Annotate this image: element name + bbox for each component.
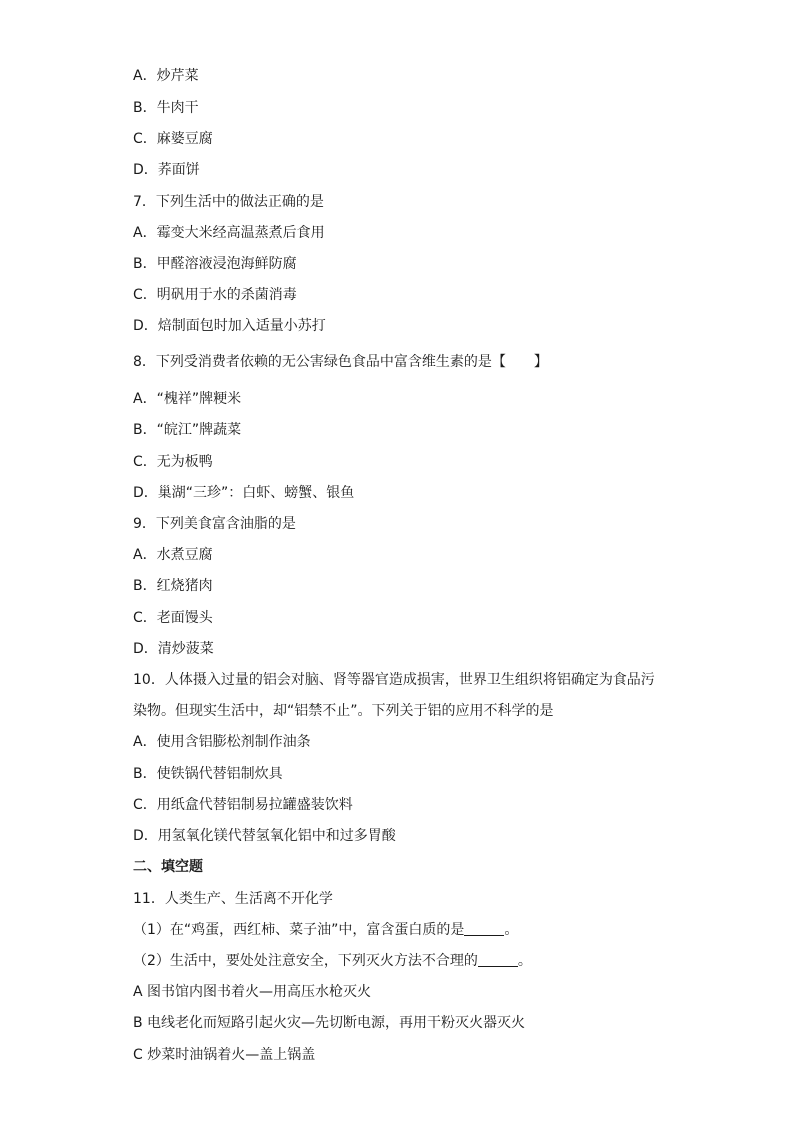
- q7-option-a: A．霉变大米经高温蒸煮后食用: [133, 225, 325, 241]
- q7-option-b: B．甲醛溶液浸泡海鲜防腐: [133, 256, 297, 272]
- q9-option-b: B．红烧猪肉: [133, 578, 213, 594]
- q6-option-c: C．麻婆豆腐: [133, 131, 213, 147]
- q11-part1-text: （1）在“鸡蛋，西红柿、菜子油”中，富含蛋白质的是: [133, 922, 465, 938]
- q10-stem-line1: 10．人体摄入过量的铝会对脑、肾等器官造成损害，世界卫生组织将铝确定为食品污: [133, 672, 655, 688]
- q10-stem-line2: 染物。但现实生活中，却“铝禁不止”。下列关于铝的应用不科学的是: [133, 703, 554, 719]
- q11-option-a: A 图书馆内图书着火—用高压水枪灭火: [133, 984, 372, 1000]
- q6-option-b: B．牛肉干: [133, 100, 199, 116]
- q7-option-d: D．焙制面包时加入适量小苏打: [133, 318, 326, 334]
- q11-part1: [133, 921, 518, 939]
- q10-option-a: A．使用含铝膨松剂制作油条: [133, 734, 311, 750]
- q8-option-b: B．“皖江”牌蔬菜: [133, 422, 242, 438]
- q10-option-c: C．用纸盒代替铝制易拉罐盛装饮料: [133, 797, 353, 813]
- q10-option-d: D．用氢氧化镁代替氢氧化铝中和过多胃酸: [133, 828, 396, 844]
- q11-option-b: B 电线老化而短路引起火灾—先切断电源，再用干粉灭火器灭火: [133, 1015, 526, 1031]
- q10-option-b: B．使铁锅代替铝制炊具: [133, 766, 283, 782]
- q6-option-d: D．荞面饼: [133, 162, 200, 178]
- q7-option-c: C．明矾用于水的杀菌消毒: [133, 287, 297, 303]
- q9-option-c: C．老面馒头: [133, 610, 213, 626]
- q7-stem: 7．下列生活中的做法正确的是: [133, 194, 324, 210]
- answer-blank: [464, 921, 504, 936]
- q8-option-d: D．巢湖“三珍”：白虾、螃蟹、银鱼: [133, 485, 355, 501]
- q8-stem: 8．下列受消费者依赖的无公害绿色食品中富含维生素的是【 】: [133, 354, 548, 370]
- answer-blank: [478, 952, 518, 967]
- q8-option-a: A．“槐祥”牌粳米: [133, 391, 242, 407]
- q9-stem: 9．下列美食富含油脂的是: [133, 516, 296, 532]
- q11-part2-end: 。: [517, 953, 532, 969]
- q9-option-a: A．水煮豆腐: [133, 547, 213, 563]
- q11-part2-text: （2）生活中，要处处注意安全，下列灭火方法不合理的: [133, 953, 478, 969]
- q8-option-c: C．无为板鸭: [133, 454, 213, 470]
- q6-option-a: A．炒芹菜: [133, 68, 199, 84]
- q11-part1-end: 。: [504, 922, 519, 938]
- section-title-fill-in: 二、填空题: [133, 859, 203, 875]
- q11-part2: [133, 952, 532, 970]
- q9-option-d: D．清炒菠菜: [133, 641, 214, 657]
- q11-stem: 11．人类生产、生活离不开化学: [133, 891, 333, 907]
- q11-option-c: C 炒菜时油锅着火—盖上锅盖: [133, 1047, 316, 1063]
